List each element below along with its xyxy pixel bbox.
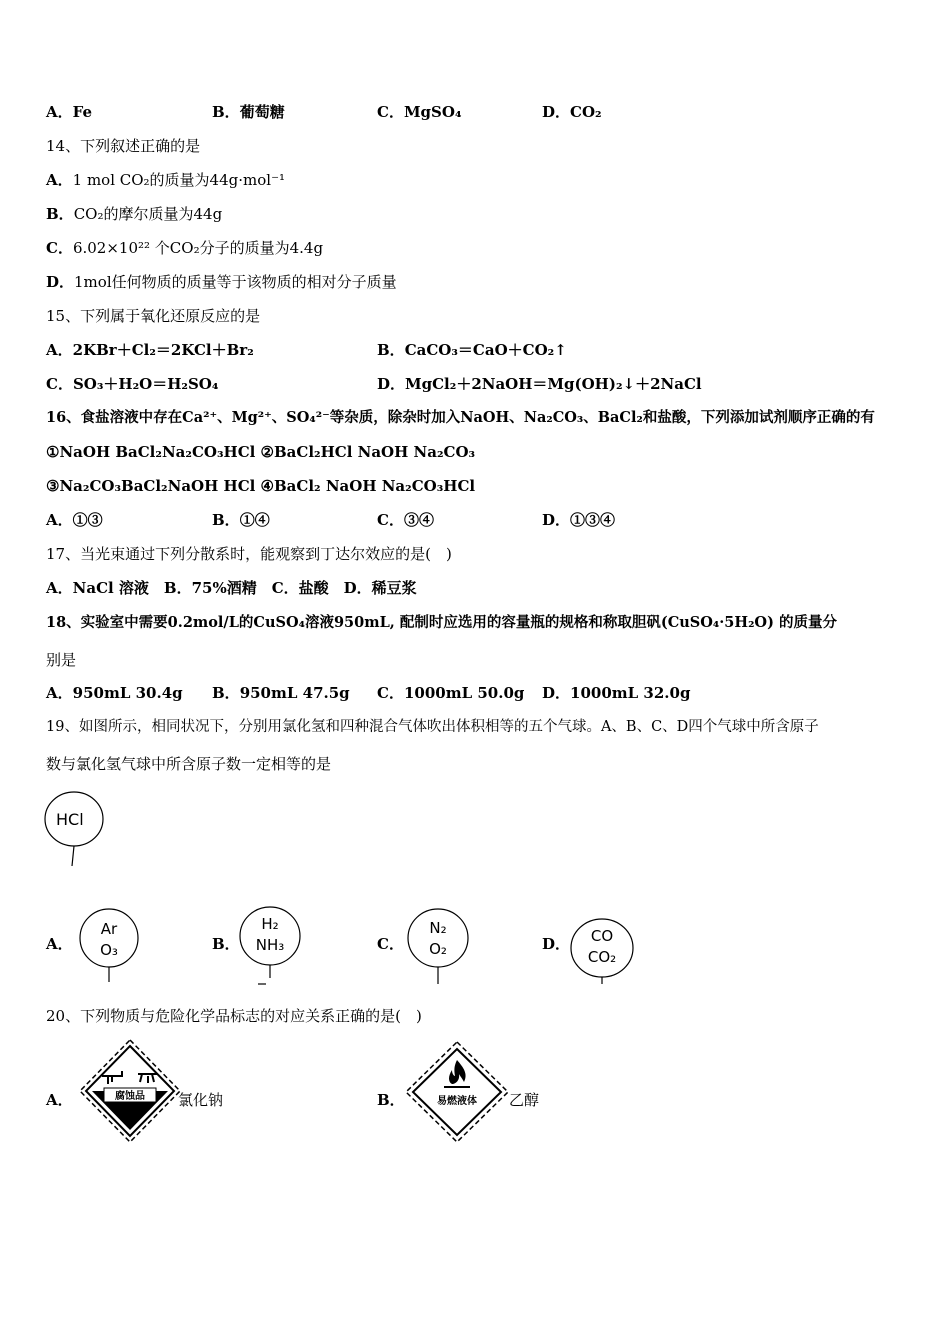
q20-substance-a: 氯化钠: [178, 1091, 224, 1109]
q14-option-d: D．1mol任何物质的质量等于该物质的相对分子质量: [46, 273, 397, 291]
q19-option-c-letter: C．: [377, 935, 404, 953]
q19-option-b-letter: B．: [212, 935, 240, 953]
hcl-balloon: [42, 790, 108, 870]
q18-option-c: C．1000mL 50.0g: [377, 684, 525, 702]
q15-option-c: C．SO₃＋H₂O＝H₂SO₄: [46, 375, 219, 393]
q16-order-line-2: ③Na₂CO₃BaCl₂NaOH HCl ④BaCl₂ NaOH Na₂CO₃HCl: [46, 477, 476, 495]
q13-option-a: A．Fe: [46, 103, 93, 121]
svg-text:O₂: O₂: [429, 940, 447, 958]
q14-option-c: C．6.02×10²² 个CO₂分子的质量为4.4g: [46, 239, 324, 257]
balloon-c: [404, 906, 474, 988]
q16-option-a: A．①③: [46, 511, 103, 529]
q20-stem: 20、下列物质与危险化学品标志的对应关系正确的是( ): [46, 1007, 422, 1025]
svg-text:O₃: O₃: [100, 941, 118, 959]
flammable-liquid-sign: [404, 1040, 510, 1148]
hcl-label: HCl: [56, 810, 84, 829]
q20-substance-b: 乙醇: [509, 1091, 540, 1109]
svg-text:NH₃: NH₃: [255, 936, 285, 954]
q16-option-b: B．①④: [212, 511, 270, 529]
q16-option-c: C．③④: [377, 511, 434, 529]
q14-stem: 14、下列叙述正确的是: [46, 137, 201, 155]
svg-text:腐蚀品: 腐蚀品: [115, 1091, 145, 1102]
q14-option-b: B．CO₂的摩尔质量为44g: [46, 205, 223, 223]
q14-option-a: A．1 mol CO₂的质量为44g·mol⁻¹: [46, 171, 285, 189]
q13-option-c: C．MgSO₄: [377, 103, 462, 121]
q19-stem-continued: 数与氯化氢气球中所含原子数一定相等的是: [46, 755, 332, 773]
svg-text:Ar: Ar: [100, 920, 118, 938]
q18-stem: 18、实验室中需要0.2mol/L的CuSO₄溶液950mL, 配制时应选用的容量瓶的规格和称取胆矾(CuSO₄·5H₂O) 的质量分: [46, 614, 837, 631]
q19-option-a-letter: A．: [46, 935, 73, 953]
q15-option-a: A．2KBr＋Cl₂＝2KCl＋Br₂: [46, 341, 254, 359]
q18-option-a: A．950mL 30.4g: [46, 684, 183, 702]
q18-option-b: B．950mL 47.5g: [212, 684, 350, 702]
svg-text:N₂: N₂: [429, 919, 447, 937]
svg-text:H₂: H₂: [261, 915, 279, 933]
q17-stem: 17、当光束通过下列分散系时，能观察到丁达尔效应的是( ): [46, 545, 452, 563]
svg-text:CO: CO: [590, 927, 614, 945]
corrosive-sign: [78, 1038, 182, 1148]
q17-options: A．NaCl 溶液 B．75%酒精 C．盐酸 D．稀豆浆: [46, 579, 417, 597]
q13-option-d: D．CO₂: [542, 103, 602, 121]
svg-text:易燃液体: 易燃液体: [437, 1096, 477, 1107]
q18-option-d: D．1000mL 32.0g: [542, 684, 691, 702]
q20-option-b-letter: B．: [377, 1091, 405, 1109]
q16-order-line-1: ①NaOH BaCl₂Na₂CO₃HCl ②BaCl₂HCl NaOH Na₂CO₃: [46, 443, 476, 461]
q19-option-d-letter: D．: [542, 935, 571, 953]
svg-text:CO₂: CO₂: [587, 948, 617, 966]
balloon-d: [568, 916, 640, 988]
q19-stem: 19、如图所示，相同状况下，分别用氯化氢和四种混合气体吹出体积相等的五个气球。A、B、C、D四个气球中所含原子: [46, 719, 819, 735]
q15-option-d: D．MgCl₂＋2NaOH＝Mg(OH)₂↓＋2NaCl: [377, 375, 702, 393]
q15-option-b: B．CaCO₃＝CaO＋CO₂↑: [377, 341, 567, 359]
q16-option-d: D．①③④: [542, 511, 616, 529]
balloon-b: [236, 904, 306, 988]
q20-option-a-letter: A．: [46, 1091, 73, 1109]
q13-option-b: B．葡萄糖: [212, 103, 285, 121]
q16-stem: 16、食盐溶液中存在Ca²⁺、Mg²⁺、SO₄²⁻等杂质，除杂时加入NaOH、Na₂CO₃、BaCl₂和盐酸，下列添加试剂顺序正确的有: [46, 409, 875, 426]
q15-stem: 15、下列属于氧化还原反应的是: [46, 307, 261, 325]
q18-stem-continued: 别是: [46, 651, 77, 669]
balloon-a: [78, 906, 144, 986]
